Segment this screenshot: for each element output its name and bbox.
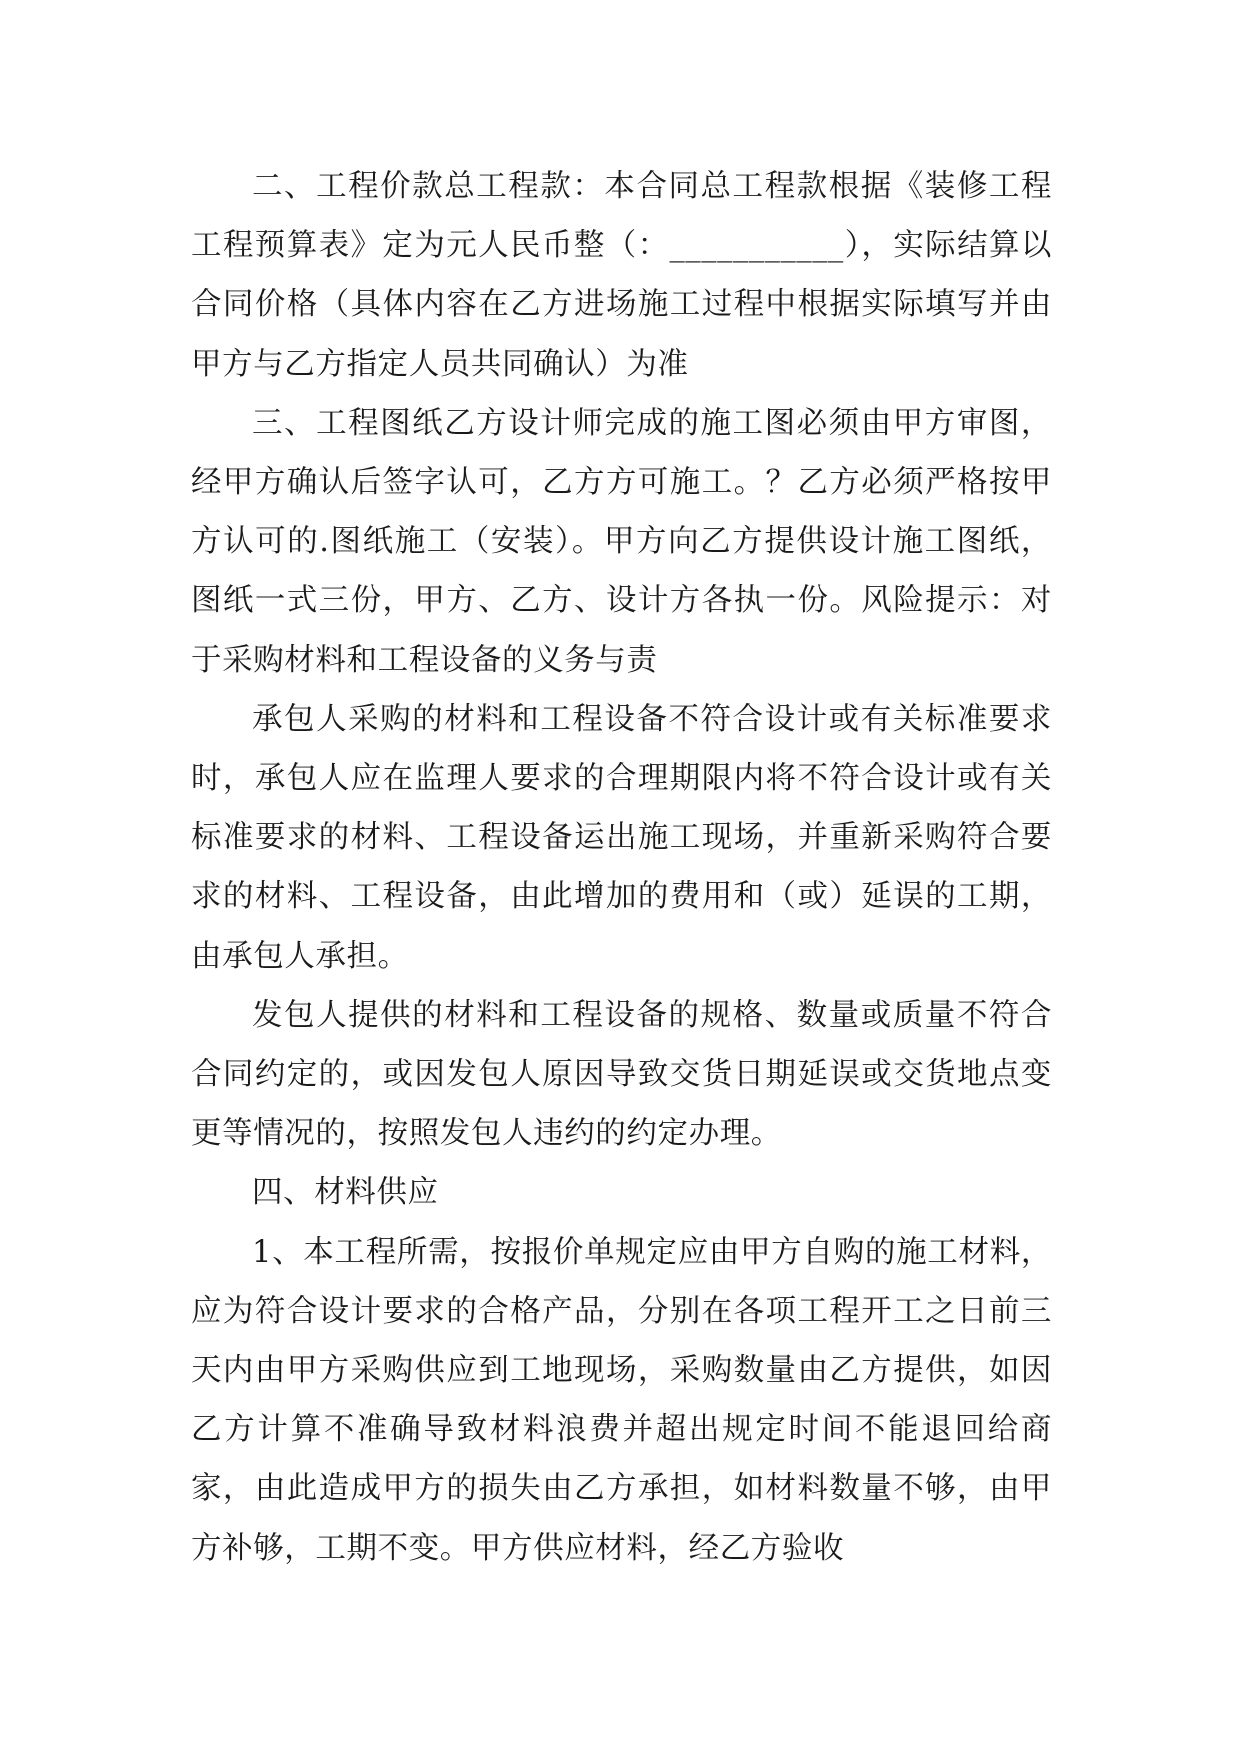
document-body bbox=[191, 157, 1052, 1578]
paragraph-material-supply-1: 1、本工程所需，按报价单规定应由甲方自购的施工材料，应为符合设计要求的合格产品，分别在各项工程开工之日前三天内由甲方采购供应到工地现场，采购数量由乙方提供，如因乙方计算不准确导致材料浪费并超出规定时间不能退回给商家，由此造成甲方的损失由乙方承担，如材料数量不够，由甲方补够，工期不变。甲方供应材料，经乙方验收 bbox=[191, 1234, 1052, 1566]
paragraph-project-price: 二、工程价款总工程款：本合同总工程款根据《装修工程工程预算表》定为元人民币整（：___________），实际结算以合同价格（具体内容在乙方进场施工过程中根据实际填写并由甲方与乙方指定人员共同确认）为准 bbox=[191, 169, 1052, 382]
paragraph-contractor-materials: 承包人采购的材料和工程设备不符合设计或有关标准要求时，承包人应在监理人要求的合理期限内将不符合设计或有关标准要求的材料、工程设备运出施工现场，并重新采购符合要求的材料、工程设备，由此增加的费用和（或）延误的工期，由承包人承担。 bbox=[191, 701, 1052, 974]
paragraph-drawings: 三、工程图纸乙方设计师完成的施工图必须由甲方审图，经甲方确认后签字认可，乙方方可施工。？乙方必须严格按甲方认可的.图纸施工（安装）。甲方向乙方提供设计施工图纸，图纸一式三份，甲方、乙方、设计方各执一份。风险提示：对于采购材料和工程设备的义务与责 bbox=[191, 405, 1052, 678]
section-heading-material-supply: 四、材料供应 bbox=[252, 1175, 439, 1211]
paragraph-employer-materials: 发包人提供的材料和工程设备的规格、数量或质量不符合合同约定的，或因发包人原因导致交货日期延误或交货地点变更等情况的，按照发包人违约的约定办理。 bbox=[191, 997, 1052, 1152]
